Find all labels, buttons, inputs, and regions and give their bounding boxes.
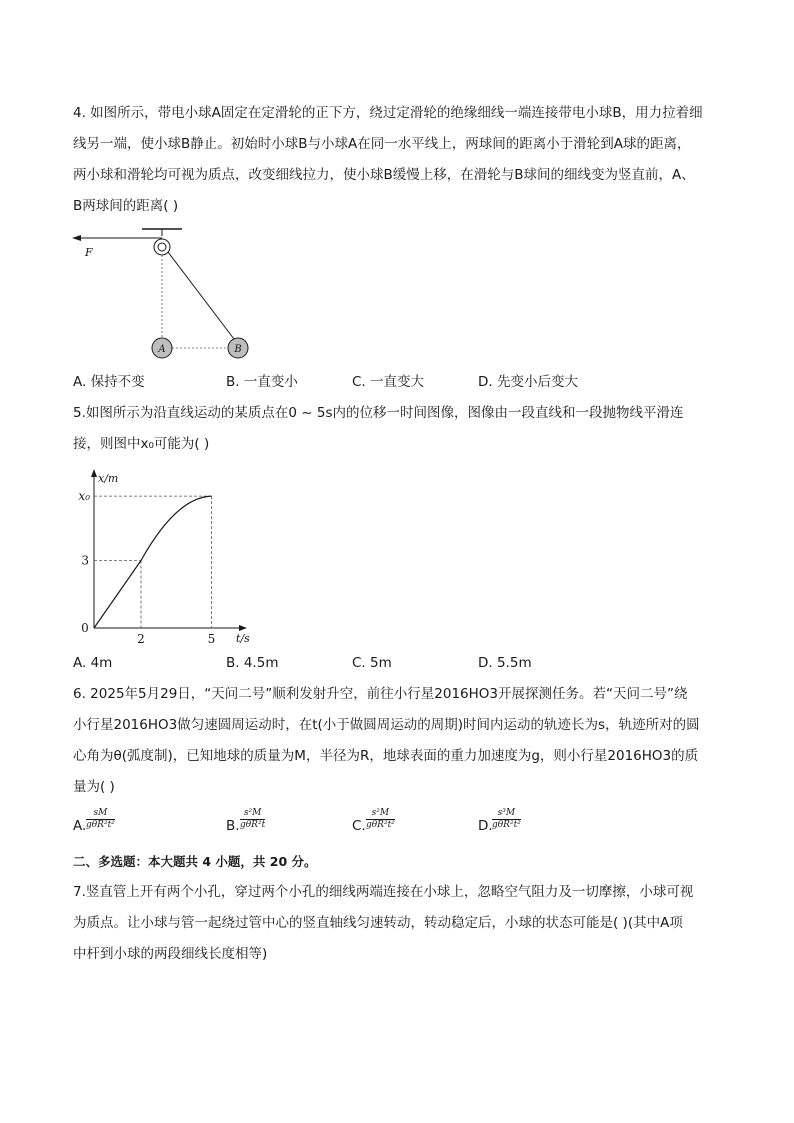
q4-option-a: A. 保持不变: [73, 374, 145, 390]
q5-option-c: C. 5m: [352, 655, 392, 671]
q7-line-2: 为质点。让小球与管一起绕过管中心的竖直轴线匀速转动，转动稳定后，小球的状态可能是( )(其中A项: [73, 915, 683, 931]
force-arrow-head: [72, 235, 81, 241]
x-axis-arrow: [239, 625, 247, 631]
section-2-title: 二、多选题：本大题共 4 小题，共 20 分。: [73, 854, 317, 869]
q5-option-b: B. 4.5m: [226, 655, 279, 671]
x-axis-label: t/s: [236, 632, 250, 645]
q5-option-a: A. 4m: [73, 655, 113, 671]
q6-line-1: 6. 2025年5月29日，“天问二号”顺利发射升空，前往小行星2016HO3开展探测任务。若“天问二号”绕: [73, 686, 688, 702]
q4-line-4: B两球间的距离( ): [73, 198, 179, 214]
q7-line-3: 中杆到小球的两段细线长度相等): [73, 946, 268, 962]
q6-option-a-numerator: sM: [86, 808, 115, 820]
q6-option-a-denominator: gθR²t²: [86, 820, 115, 830]
y-tick-x0: x₀: [78, 489, 90, 504]
q4-pulley-figure: [68, 226, 258, 364]
q5-line-2: 接，则图中x₀可能为( ): [73, 436, 210, 452]
q6-option-d-numerator: s³M: [492, 808, 521, 820]
y-axis-label: x/m: [98, 472, 119, 485]
q6-option-d-denominator: gθR²t²: [492, 820, 521, 830]
q6-option-c-fraction: [366, 808, 395, 831]
force-label: F: [85, 246, 93, 259]
q6-option-c-numerator: s²M: [366, 808, 395, 820]
q6-option-a-letter: A.: [73, 818, 87, 834]
string-to-ball-b: [168, 252, 234, 339]
q4-line-2: 线另一端，使小球B静止。初始时小球B与小球A在同一水平线上，两球间的距离小于滑轮到A球的距离，: [73, 136, 691, 152]
q6-option-a-fraction: [86, 808, 115, 831]
ball-a-label: A: [158, 344, 166, 355]
q6-line-4: 量为( ): [73, 779, 115, 795]
q7-line-1: 7.竖直管上开有两个小孔，穿过两个小孔的细线两端连接在小球上，忽略空气阻力及一切摩擦，小球可视: [73, 884, 694, 900]
q6-line-3: 心角为θ(弧度制)，已知地球的质量为M，半径为R，地球表面的重力加速度为g，则小行星2016HO3的质: [73, 748, 699, 764]
q6-option-b-numerator: s²M: [240, 808, 265, 820]
q6-line-2: 小行星2016HO3做匀速圆周运动时，在t(小于做圆周运动的周期)时间内运动的轨迹长为s，轨迹所对的圆: [73, 717, 700, 733]
y-tick-3: 3: [81, 553, 89, 568]
q4-option-c: C. 一直变大: [352, 374, 425, 390]
x-tick-2: 2: [137, 632, 145, 646]
q6-option-b-denominator: gθR²t: [240, 820, 266, 830]
q6-option-c-letter: C.: [352, 818, 366, 834]
x-t-curve: [94, 496, 212, 628]
pulley-outer-circle: [154, 239, 170, 255]
q5-option-d: D. 5.5m: [478, 655, 532, 671]
q4-line-3: 两小球和滑轮均可视为质点，改变细线拉力，使小球B缓慢上移，在滑轮与B球间的细线变为竖直前，A、: [73, 167, 695, 183]
y-axis-arrow: [91, 469, 97, 477]
q4-option-d: D. 先变小后变大: [478, 374, 578, 390]
q6-option-d-fraction: [492, 808, 521, 831]
q4-option-b: B. 一直变小: [226, 374, 298, 390]
q5-line-1: 5.如图所示为沿直线运动的某质点在0 ~ 5s内的位移一时间图像，图像由一段直线和一段抛物线平滑连: [73, 405, 684, 421]
x-tick-5: 5: [207, 632, 216, 646]
q6-option-b-fraction: [240, 808, 265, 831]
q6-option-c-denominator: gθR²t²: [366, 820, 395, 830]
q5-displacement-time-graph: [70, 466, 260, 646]
ball-b-label: B: [234, 344, 242, 355]
q6-option-b-letter: B.: [226, 818, 240, 834]
q6-option-d-letter: D.: [478, 818, 493, 834]
x-tick-0: 0: [81, 621, 89, 635]
q4-line-1: 4. 如图所示，带电小球A固定在定滑轮的正下方，绕过定滑轮的绝缘细线一端连接带电小球B，用力拉着细: [73, 105, 703, 121]
